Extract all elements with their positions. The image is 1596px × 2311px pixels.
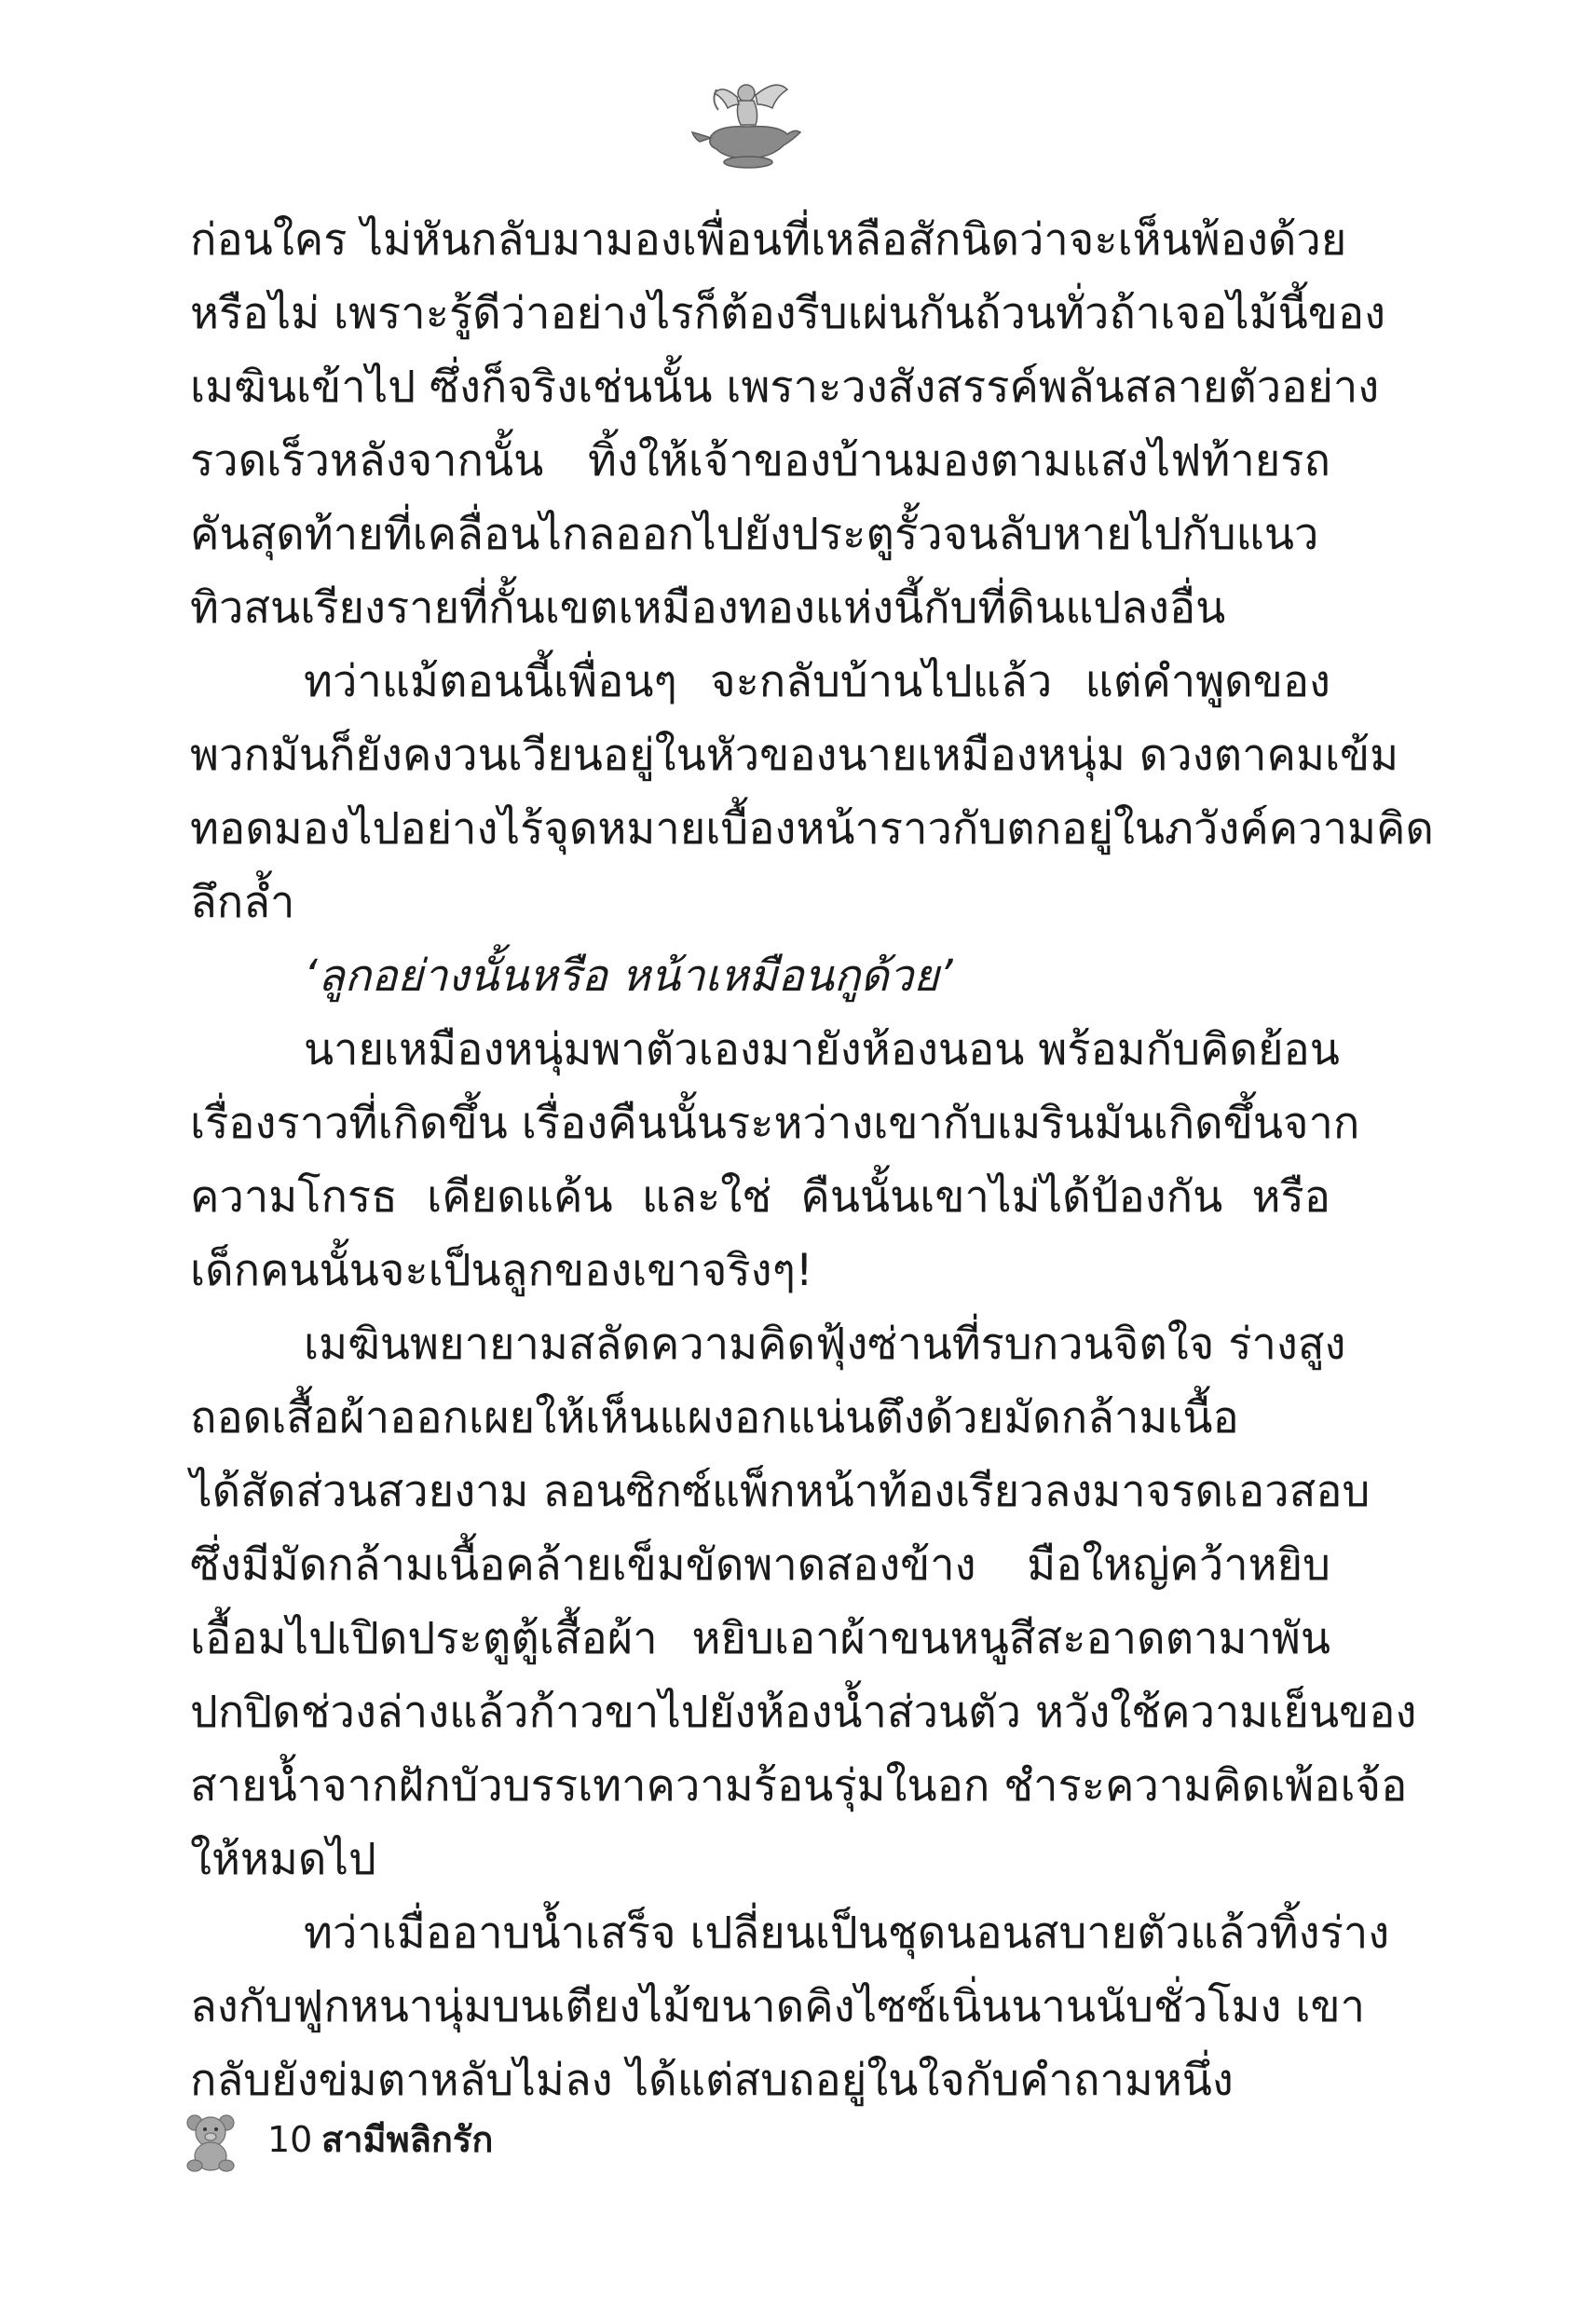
text-line: เมฆินเข้าไป ซึ่งก็จริงเช่นนั้น เพราะวงสังสรรค์พลันสลายตัวอย่าง <box>190 362 1380 413</box>
text-line: ให้หมดไป <box>190 1834 376 1885</box>
text-line: รวดเร็วหลังจากนั้น ทิ้งให้เจ้าของบ้านมองตามแสงไฟท้ายรถ <box>190 435 1330 486</box>
text-line: ทว่าแม้ตอนนี้เพื่อนๆ จะกลับบ้านไปแล้ว แต่คำพูดของ <box>304 656 1330 707</box>
text-line: เมฆินพยายามสลัดความคิดฟุ้งซ่านที่รบกวนจิตใจ ร่างสูง <box>304 1319 1346 1370</box>
text-line: ได้สัดส่วนสวยงาม ลอนซิกซ์แพ็กหน้าท้องเรียวลงมาจรดเอวสอบ <box>190 1466 1371 1517</box>
body-text <box>190 203 1434 2117</box>
text-line: ถอดเสื้อผ้าออกเผยให้เห็นแผงอกแน่นตึงด้วยมัดกล้ามเนื้อ <box>190 1392 1239 1443</box>
page-footer <box>182 2108 834 2192</box>
book-title: สามีพลิกรัก <box>321 2119 494 2160</box>
text-line-italic: ‘ลูกอย่างนั้นหรือ หน้าเหมือนกูด้วย’ <box>304 950 953 1002</box>
text-line: ทิวสนเรียงรายที่กั้นเขตเหมืองทองแห่งนี้กับที่ดินแปลงอื่น <box>190 582 1226 634</box>
text-line: เด็กคนนั้นจะเป็นลูกของเขาจริงๆ! <box>190 1245 813 1296</box>
text-line: นายเหมืองหนุ่มพาตัวเองมายังห้องนอน พร้อมกับคิดย้อน <box>304 1024 1340 1075</box>
teddy-bear-icon <box>182 2112 239 2173</box>
text-line: คันสุดท้ายที่เคลื่อนไกลออกไปยังประตูรั้วจนลับหายไปกับแนว <box>190 509 1319 560</box>
text-line: เรื่องราวที่เกิดขึ้น เรื่องคืนนั้นระหว่างเขากับเมรินมันเกิดขึ้นจาก <box>190 1098 1360 1149</box>
text-line: กลับยังข่มตาหลับไม่ลง ได้แต่สบถอยู่ในใจกับคำถามหนึ่ง <box>190 2055 1234 2106</box>
text-line: พวกมันก็ยังคงวนเวียนอยู่ในหัวของนายเหมืองหนุ่ม ดวงตาคมเข้ม <box>190 730 1399 781</box>
text-line: ก่อนใคร ไม่หันกลับมามองเพื่อนที่เหลือสักนิดว่าจะเห็นพ้องด้วย <box>190 214 1347 266</box>
text-line: เอื้อมไปเปิดประตูตู้เสื้อผ้า หยิบเอาผ้าขนหนูสีสะอาดตามาพัน <box>190 1613 1330 1664</box>
text-line: ลงกับฟูกหนานุ่มบนเตียงไม้ขนาดคิงไซซ์เนิ่นนานนับชั่วโมง เขา <box>190 1981 1365 2032</box>
page-number: 10 <box>267 2119 313 2160</box>
text-line: ปกปิดช่วงล่างแล้วก้าวขาไปยังห้องน้ำส่วนตัว หวังใช้ความเย็นของ <box>190 1687 1417 1738</box>
text-line: หรือไม่ เพราะรู้ดีว่าอย่างไรก็ต้องรีบเผ่นกันถ้วนทั่วถ้าเจอไม้นี้ของ <box>190 288 1386 339</box>
text-line: ทอดมองไปอย่างไร้จุดหมายเบื้องหน้าราวกับตกอยู่ในภวังค์ความคิด <box>190 803 1434 855</box>
text-line: ซึ่งมีมัดกล้ามเนื้อคล้ายเข็มขัดพาดสองข้าง มือใหญ่คว้าหยิบ <box>190 1539 1330 1591</box>
cupid-lamp-ornament <box>690 73 806 171</box>
text-line: ความโกรธ เคียดแค้น และใช่ คืนนั้นเขาไม่ได้ป้องกัน หรือ <box>190 1171 1330 1223</box>
text-line: ลึกล้ำ <box>190 877 295 928</box>
text-line: สายน้ำจากฝักบัวบรรเทาความร้อนรุ่มในอก ชำระความคิดเพ้อเจ้อ <box>190 1760 1408 1812</box>
text-line: ทว่าเมื่ออาบน้ำเสร็จ เปลี่ยนเป็นชุดนอนสบายตัวแล้วทิ้งร่าง <box>304 1908 1390 1959</box>
